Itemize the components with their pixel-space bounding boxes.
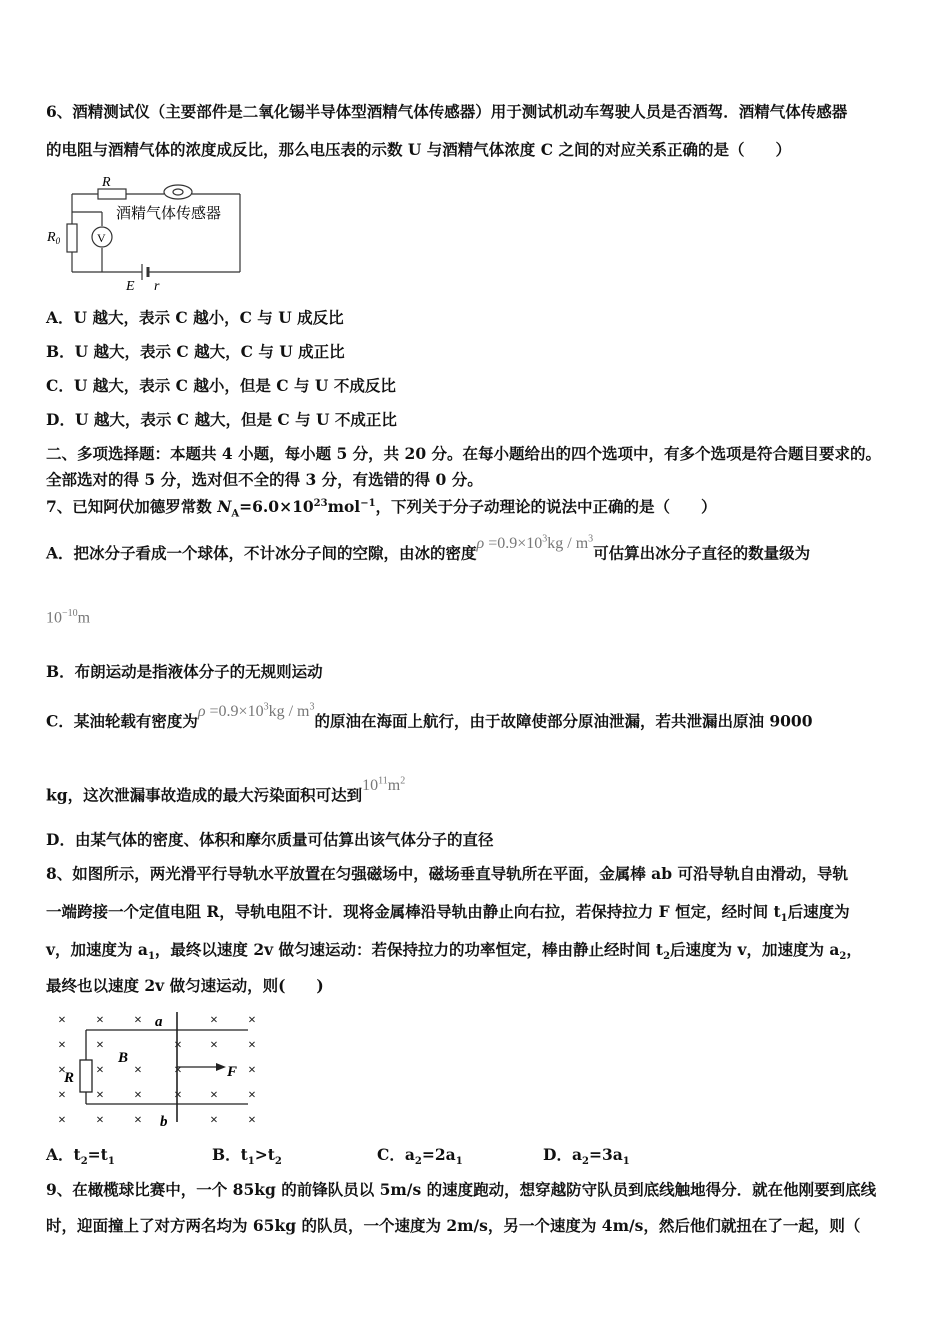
q8-option-c: C．$a_2=2a_1$	[377, 1145, 463, 1168]
q7-option-c-value: $10^{11}m^2$	[362, 776, 406, 795]
q8-rail-diagram	[50, 1010, 270, 1132]
rail-label-b: b	[160, 1114, 168, 1130]
svg-text:×: ×	[210, 1088, 218, 1103]
density-formula-a: $\rho =0.9\times 10^3kg / m^3$	[476, 534, 594, 553]
q7-option-d: D．由某气体的密度、体积和摩尔质量可估算出该气体分子的直径	[46, 830, 494, 849]
svg-text:R0	[46, 230, 61, 246]
q6-stem-line2: 的电阻与酒精气体的浓度成反比，那么电压表的示数 U 与酒精气体浓度 C 之间的对应关系正确的是（ ）	[46, 140, 791, 159]
q6-option-c: C．U 越大，表示 C 越小，但是 C 与 U 不成反比	[46, 376, 396, 395]
svg-text:×: ×	[210, 1013, 218, 1028]
circuit-label-R0: R	[47, 230, 56, 245]
q6-option-b: B．U 越大，表示 C 越大，C 与 U 成正比	[46, 342, 345, 361]
circuit-label-R: R	[102, 175, 111, 190]
svg-text:×: ×	[248, 1113, 256, 1128]
svg-text:×: ×	[210, 1038, 218, 1053]
q6-circuit-diagram	[46, 168, 246, 293]
q8-option-d: D．$a_2=3a_1$	[543, 1145, 630, 1168]
q7-stem: 7、已知阿伏加德罗常数 $N_A=6.0\times 10^{23}mol^{-1}$，下列关于分子动理论的说法中正确的是（ ）	[46, 497, 717, 520]
svg-text:×: ×	[134, 1063, 142, 1078]
svg-text:×: ×	[134, 1113, 142, 1128]
section2-instructions-line1: 二、多项选择题：本题共 4 小题，每小题 5 分，共 20 分。在每小题给出的四个选项中，有多个选项是符合题目要求的。	[46, 444, 882, 463]
svg-text:×: ×	[58, 1013, 66, 1028]
svg-text:×: ×	[248, 1038, 256, 1053]
circuit-label-R0-sub: 0	[55, 236, 61, 246]
q7-option-a-value: $10^{-10}m$	[46, 608, 91, 627]
svg-text:×: ×	[174, 1088, 182, 1103]
svg-text:×: ×	[174, 1038, 182, 1053]
q8-stem-line3: v，加速度为 $a_1$，最终以速度 2v 做匀速运动：若保持拉力的功率恒定，棒由静止经时间 $t_2$后速度为 v，加速度为 $a_2$，	[46, 940, 862, 963]
svg-text:×: ×	[248, 1088, 256, 1103]
svg-text:×: ×	[58, 1113, 66, 1128]
q7-option-c: C．某油轮载有密度为$\rho =0.9\times 10^3kg / m^3$的原油在海面上航行，由于故障使部分原油泄漏，若共泄漏出原油 9000	[46, 702, 813, 731]
field-label-B: B	[118, 1050, 129, 1066]
svg-text:×: ×	[96, 1088, 104, 1103]
q8-stem-line2: 一端跨接一个定值电阻 R，导轨电阻不计．现将金属棒沿导轨由静止向右拉，若保持拉力 F 恒定，经时间 $t_1$后速度为	[46, 902, 850, 925]
sensor-label: 酒精气体传感器	[116, 204, 222, 222]
q7-option-c-line2: kg，这次泄漏事故造成的最大污染面积可达到$10^{11}m^2$	[46, 776, 406, 805]
svg-text:×: ×	[96, 1063, 104, 1078]
section2-instructions-line2: 全部选对的得 5 分，选对但不全的得 3 分，有选错的得 0 分。	[46, 470, 483, 489]
svg-text:×: ×	[248, 1013, 256, 1028]
svg-text:×: ×	[96, 1113, 104, 1128]
q8-stem-line1: 8、如图所示，两光滑平行导轨水平放置在匀强磁场中，磁场垂直导轨所在平面，金属棒 ab 可沿导轨自由滑动，导轨	[46, 864, 848, 883]
q8-stem-line4: 最终也以速度 2v 做匀速运动，则( )	[46, 976, 324, 995]
svg-text:×: ×	[248, 1063, 256, 1078]
svg-text:×: ×	[96, 1038, 104, 1053]
q8-option-b: B．$t_1>t_2$	[212, 1145, 282, 1168]
svg-text:×: ×	[174, 1063, 182, 1078]
q7-option-b: B．布朗运动是指液体分子的无规则运动	[46, 662, 323, 681]
q8-option-a: A．$t_2=t_1$	[46, 1145, 115, 1168]
svg-text:×: ×	[58, 1063, 66, 1078]
circuit-label-r: r	[154, 279, 160, 293]
svg-text:×: ×	[134, 1088, 142, 1103]
voltmeter-label: V	[97, 231, 106, 245]
svg-text:×: ×	[58, 1088, 66, 1103]
circuit-label-E: E	[126, 279, 135, 293]
force-label-F: F	[227, 1064, 238, 1080]
q6-option-d: D．U 越大，表示 C 越大，但是 C 与 U 不成正比	[46, 410, 397, 429]
q6-stem-line1: 6、酒精测试仪（主要部件是二氧化锡半导体型酒精气体传感器）用于测试机动车驾驶人员是否酒驾．酒精气体传感器	[46, 102, 848, 121]
svg-text:×: ×	[58, 1038, 66, 1053]
q9-stem-line1: 9、在橄榄球比赛中，一个 85kg 的前锋队员以 5m/s 的速度跑动，想穿越防守队员到底线触地得分．就在他刚要到底线	[46, 1180, 877, 1199]
rail-label-a: a	[155, 1014, 163, 1030]
q7-option-a: A．把冰分子看成一个球体，不计冰分子间的空隙，由冰的密度$\rho =0.9\times 10^3kg / m^3$可估算出冰分子直径的数量级为	[46, 534, 811, 563]
q6-option-a: A．U 越大，表示 C 越小，C 与 U 成反比	[46, 308, 344, 327]
svg-text:×: ×	[96, 1013, 104, 1028]
resistor-label-R: R	[64, 1070, 75, 1086]
q9-stem-line2: 时，迎面撞上了对方两名均为 65kg 的队员，一个速度为 2m/s，另一个速度为 4m/s，然后他们就扭在了一起，则（	[46, 1216, 861, 1235]
density-formula-c: $\rho =0.9\times 10^3kg / m^3$	[197, 702, 315, 721]
svg-text:×: ×	[210, 1113, 218, 1128]
svg-text:×: ×	[134, 1013, 142, 1028]
